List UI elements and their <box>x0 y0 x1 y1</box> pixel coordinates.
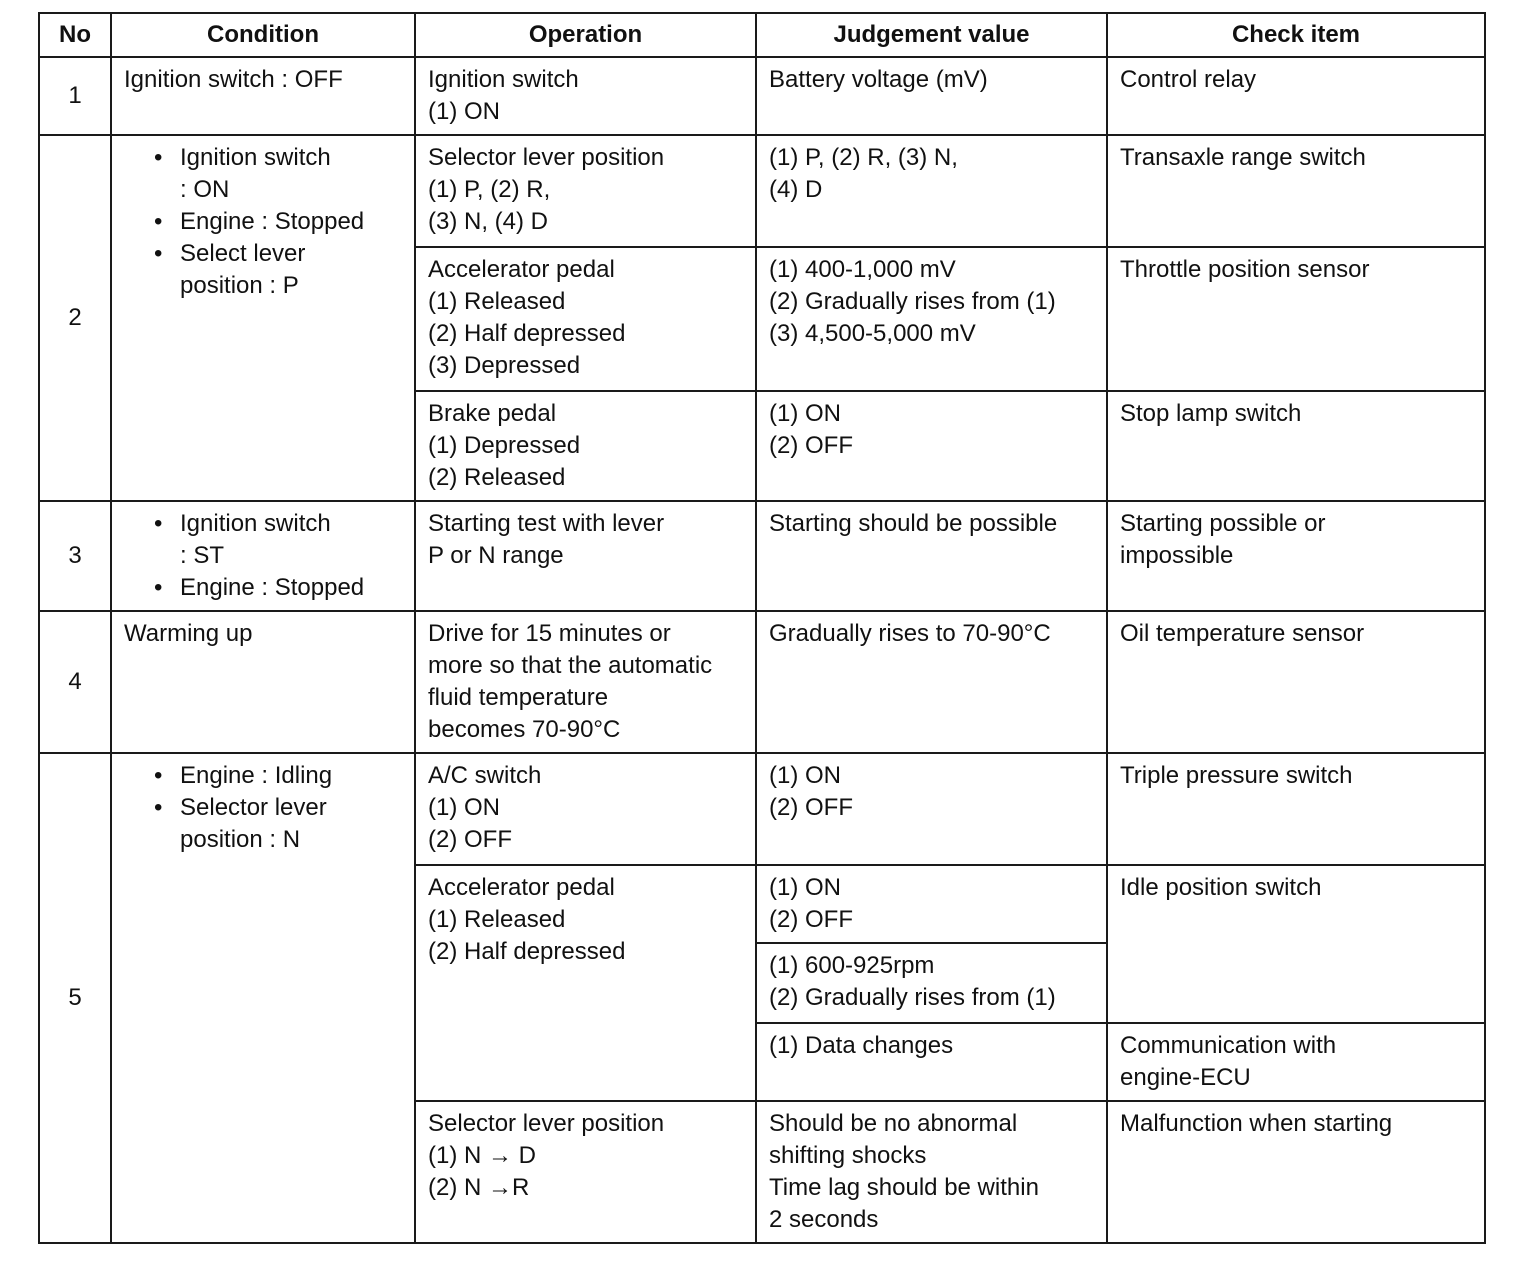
header-no: No <box>39 13 111 57</box>
condition-line: • Selector lever <box>180 794 327 821</box>
judgement-line: (2) OFF <box>769 432 853 459</box>
operation-cell <box>415 391 756 501</box>
judgement-line: Battery voltage (mV) <box>769 66 988 93</box>
operation-cell <box>415 865 756 1101</box>
judgement-line: (1) ON <box>769 400 841 427</box>
operation-line: becomes 70-90°C <box>428 716 621 743</box>
judgement-cell <box>756 135 1107 247</box>
check-item-line: engine-ECU <box>1120 1064 1251 1091</box>
judgement-line: (1) Data changes <box>769 1032 954 1059</box>
judgement-cell <box>756 247 1107 391</box>
operation-line: (3) N, (4) D <box>428 208 548 235</box>
operation-line: Brake pedal <box>428 400 557 427</box>
judgement-cell <box>756 611 1107 753</box>
condition-line: position : P <box>180 272 299 299</box>
condition-item <box>180 142 404 206</box>
header-row <box>39 13 1485 57</box>
judgement-cell <box>756 391 1107 501</box>
judgement-cell <box>756 1101 1107 1243</box>
condition-cell <box>111 611 415 753</box>
judgement-line: (4) D <box>769 176 823 203</box>
check-item-line: Starting possible or <box>1120 510 1326 537</box>
condition-cell <box>111 57 415 135</box>
check-item-cell <box>1107 1023 1485 1101</box>
check-item-line: impossible <box>1120 542 1234 569</box>
operation-line: Selector lever position <box>428 1110 665 1137</box>
operation-line: (1) N → D <box>428 1142 536 1169</box>
row-number: 1 <box>39 57 111 135</box>
operation-line: (2) Half depressed <box>428 320 626 347</box>
condition-cell <box>111 135 415 501</box>
check-item-cell <box>1107 135 1485 247</box>
condition-item <box>180 238 404 302</box>
operation-cell <box>415 135 756 247</box>
judgement-line: Should be no abnormal <box>769 1110 1018 1137</box>
check-item-cell <box>1107 391 1485 501</box>
judgement-cell <box>756 753 1107 865</box>
operation-line: Accelerator pedal <box>428 874 615 901</box>
condition-line: • Engine : Stopped <box>180 208 365 235</box>
operation-line: (1) Released <box>428 288 566 315</box>
condition-line: position : N <box>180 826 301 853</box>
check-item-text: Triple pressure switch <box>1120 762 1353 789</box>
judgement-line: Gradually rises to 70-90°C <box>769 620 1051 647</box>
operation-line: (1) Depressed <box>428 432 581 459</box>
condition-line: : ST <box>180 542 225 569</box>
judgement-cell <box>756 501 1107 611</box>
condition-list <box>124 508 404 604</box>
check-item-text: Transaxle range switch <box>1120 144 1366 171</box>
row-number: 5 <box>39 753 111 1243</box>
judgement-line: Starting should be possible <box>769 510 1058 537</box>
row-number: 3 <box>39 501 111 611</box>
operation-line: Selector lever position <box>428 144 665 171</box>
operation-line: (1) P, (2) R, <box>428 176 551 203</box>
check-item-text: Throttle position sensor <box>1120 256 1370 283</box>
header-check-item: Check item <box>1107 13 1485 57</box>
judgement-line: Time lag should be within <box>769 1174 1039 1201</box>
judgement-line: (2) OFF <box>769 906 853 933</box>
operation-cell <box>415 501 756 611</box>
check-item-cell <box>1107 57 1485 135</box>
check-item-cell <box>1107 1101 1485 1243</box>
operation-line: (2) OFF <box>428 826 512 853</box>
row-number: 2 <box>39 135 111 501</box>
condition-line: • Engine : Stopped <box>180 574 365 601</box>
judgement-line: (2) Gradually rises from (1) <box>769 288 1056 315</box>
row-number: 4 <box>39 611 111 753</box>
table-row <box>39 135 1485 247</box>
condition-item <box>180 206 404 238</box>
operation-cell <box>415 247 756 391</box>
judgement-line: (1) ON <box>769 874 841 901</box>
header-operation: Operation <box>415 13 756 57</box>
table-row <box>39 753 1485 865</box>
check-item-cell <box>1107 753 1485 865</box>
condition-line: • Select lever <box>180 240 306 267</box>
operation-line: (1) ON <box>428 98 500 125</box>
check-item-text: Idle position switch <box>1120 874 1322 901</box>
condition-cell <box>111 753 415 1243</box>
judgement-line: (2) Gradually rises from (1) <box>769 984 1056 1011</box>
check-item-cell <box>1107 611 1485 753</box>
condition-text: Ignition switch : OFF <box>124 66 343 93</box>
judgement-line: shifting shocks <box>769 1142 927 1169</box>
operation-line: (2) Released <box>428 464 566 491</box>
check-item-cell <box>1107 501 1485 611</box>
judgement-cell <box>756 943 1107 1023</box>
check-item-text: Malfunction when starting <box>1120 1110 1393 1137</box>
condition-line: • Ignition switch <box>180 144 331 171</box>
operation-line: fluid temperature <box>428 684 609 711</box>
operation-line: P or N range <box>428 542 564 569</box>
table-row <box>39 501 1485 611</box>
inspection-table <box>38 12 1486 1244</box>
operation-line: (2) Half depressed <box>428 938 626 965</box>
check-item-text: Stop lamp switch <box>1120 400 1302 427</box>
condition-line: : ON <box>180 176 230 203</box>
operation-line: (1) ON <box>428 794 500 821</box>
operation-cell <box>415 1101 756 1243</box>
check-item-text: Control relay <box>1120 66 1257 93</box>
check-item-cell <box>1107 247 1485 391</box>
operation-line: Drive for 15 minutes or <box>428 620 671 647</box>
judgement-line: (1) 400-1,000 mV <box>769 256 956 283</box>
inspection-table-sheet <box>38 12 1484 1244</box>
judgement-cell <box>756 57 1107 135</box>
condition-text: Warming up <box>124 620 253 647</box>
judgement-line: (2) OFF <box>769 794 853 821</box>
operation-line: A/C switch <box>428 762 542 789</box>
header-condition: Condition <box>111 13 415 57</box>
operation-line: (3) Depressed <box>428 352 581 379</box>
condition-item <box>180 508 404 572</box>
check-item-cell <box>1107 865 1485 1023</box>
table-row <box>39 611 1485 753</box>
judgement-line: (1) ON <box>769 762 841 789</box>
operation-cell <box>415 611 756 753</box>
judgement-line: 2 seconds <box>769 1206 879 1233</box>
condition-item <box>180 760 404 792</box>
condition-list <box>124 760 404 856</box>
check-item-line: Communication with <box>1120 1032 1337 1059</box>
judgement-line: (1) 600-925rpm <box>769 952 935 979</box>
judgement-cell <box>756 865 1107 943</box>
operation-cell <box>415 57 756 135</box>
operation-line: (2) N →R <box>428 1174 530 1201</box>
table-row <box>39 57 1485 135</box>
condition-list <box>124 142 404 302</box>
operation-line: (1) Released <box>428 906 566 933</box>
check-item-text: Oil temperature sensor <box>1120 620 1365 647</box>
header-judgement-value: Judgement value <box>756 13 1107 57</box>
condition-item <box>180 792 404 856</box>
operation-line: Ignition switch <box>428 66 579 93</box>
judgement-line: (3) 4,500-5,000 mV <box>769 320 976 347</box>
condition-item <box>180 572 404 604</box>
operation-line: Starting test with lever <box>428 510 665 537</box>
judgement-line: (1) P, (2) R, (3) N, <box>769 144 958 171</box>
operation-cell <box>415 753 756 865</box>
operation-line: more so that the automatic <box>428 652 713 679</box>
judgement-cell <box>756 1023 1107 1101</box>
operation-line: Accelerator pedal <box>428 256 615 283</box>
condition-line: • Ignition switch <box>180 510 331 537</box>
condition-cell <box>111 501 415 611</box>
condition-line: • Engine : Idling <box>180 762 333 789</box>
